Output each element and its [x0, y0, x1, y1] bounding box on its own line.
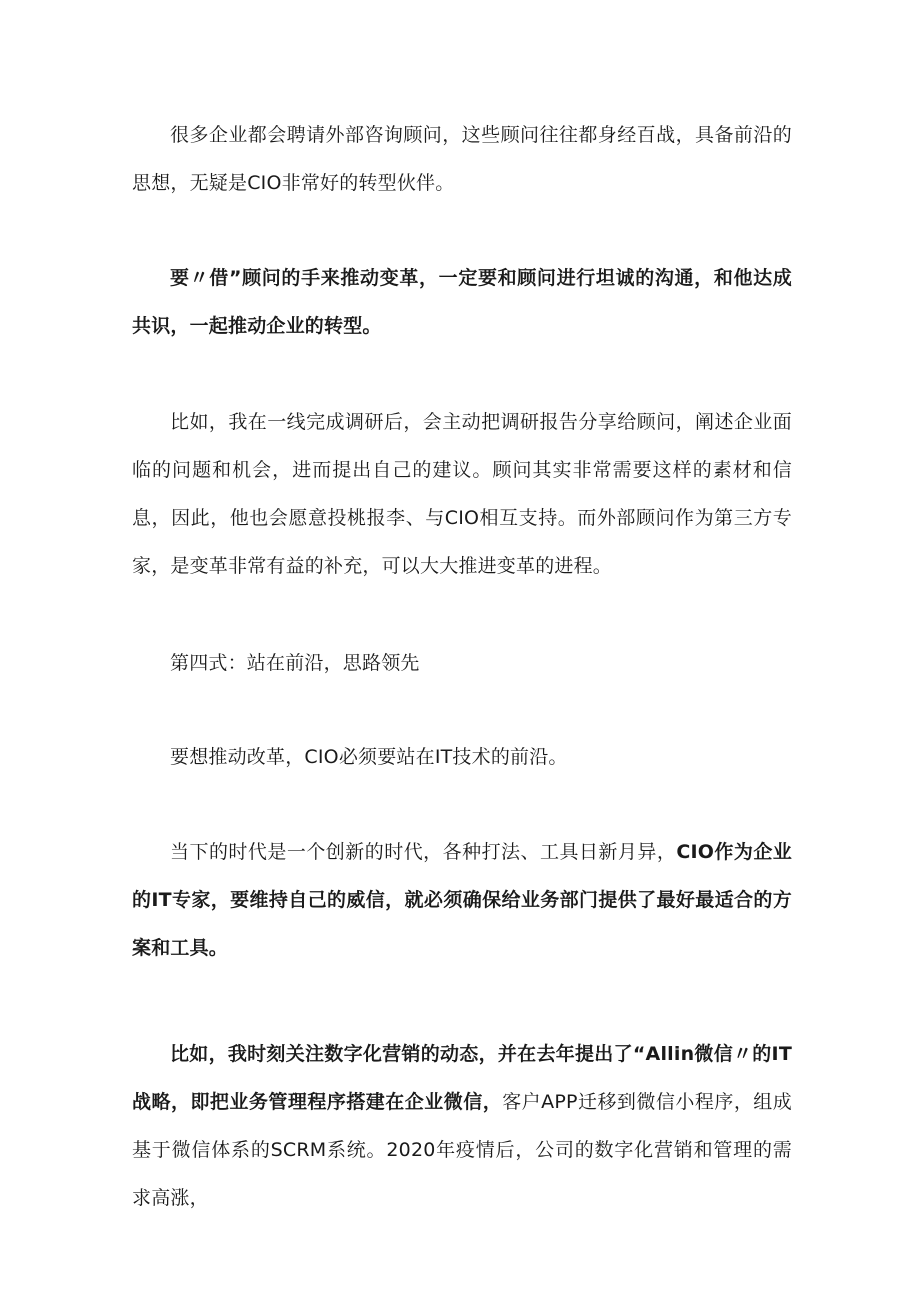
- paragraph-innovation-era-normal: 当下的时代是一个创新的时代，各种打法、工具日新月异，: [170, 841, 677, 863]
- paragraph-wechat-strategy: [132, 1030, 792, 1222]
- paragraph-innovation-era: [132, 828, 792, 972]
- paragraph-borrow-consultants: 要〃借”顾问的手来推动变革，一定要和顾问进行坦诚的沟通，和他达成共识，一起推动企业的转型。: [132, 267, 792, 337]
- paragraph-wechat-strategy-bold: 比如，我时刻关注数字化营销的动态，并在去年提出了“Allin微信〃的IT战略，即把业务管理程序搭建在企业微信，: [132, 1043, 792, 1113]
- paragraph-example-research: 比如，我在一线完成调研后，会主动把调研报告分享给顾问，阐述企业面临的问题和机会，进而提出自己的建议。顾问其实非常需要这样的素材和信息，因此，他也会愿意投桃报李、与CIO相互支持。而外部顾问作为第三方专家，是变革非常有益的补充，可以大大推进变革的进程。: [132, 411, 792, 577]
- paragraph-stay-at-frontier: 要想推动改革，CIO必须要站在IT技术的前沿。: [170, 746, 568, 768]
- paragraph-wechat-strategy-normal: 客户APP迁移到微信小程序，组成基于微信体系的SCRM系统。2020年疫情后，公司的数字化营销和管理的需求高涨，: [132, 1091, 792, 1209]
- paragraph-consultants: 很多企业都会聘请外部咨询顾问，这些顾问往往都身经百战，具备前沿的思想，无疑是CIO非常好的转型伙伴。: [132, 124, 792, 194]
- paragraph-innovation-era-bold: CIO作为企业的IT专家，要维持自己的威信，就必须确保给业务部门提供了最好最适合的方案和工具。: [132, 841, 792, 959]
- section-heading-fourth: 第四式：站在前沿，思路领先: [170, 652, 420, 674]
